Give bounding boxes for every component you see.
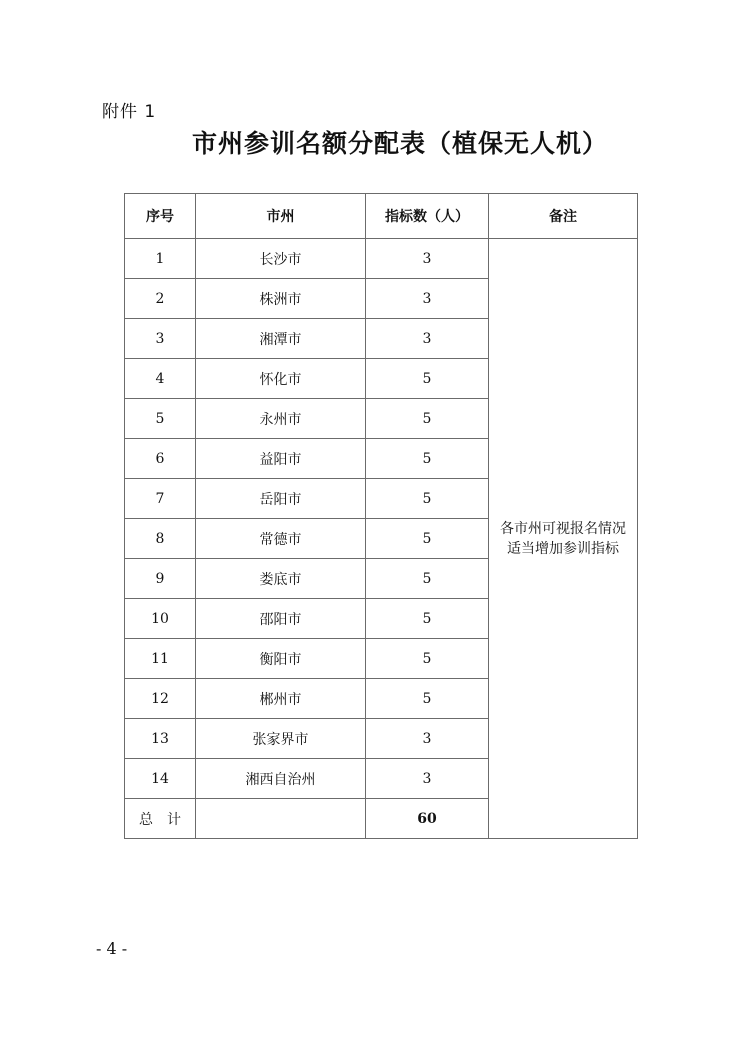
row-city: 娄底市 bbox=[196, 559, 366, 599]
row-index: 13 bbox=[125, 719, 196, 759]
row-city: 衡阳市 bbox=[196, 639, 366, 679]
total-label: 总 计 bbox=[125, 799, 196, 839]
quota-allocation-table bbox=[124, 193, 638, 839]
row-index: 10 bbox=[125, 599, 196, 639]
row-quota: 3 bbox=[366, 239, 489, 279]
column-header-quota: 指标数（人） bbox=[366, 194, 489, 239]
page-title: 市州参训名额分配表（植保无人机） bbox=[191, 129, 608, 158]
row-quota: 5 bbox=[366, 599, 489, 639]
row-quota: 5 bbox=[366, 359, 489, 399]
row-index: 8 bbox=[125, 519, 196, 559]
row-index: 6 bbox=[125, 439, 196, 479]
row-index: 1 bbox=[125, 239, 196, 279]
row-index: 4 bbox=[125, 359, 196, 399]
row-quota: 3 bbox=[366, 279, 489, 319]
row-city: 邵阳市 bbox=[196, 599, 366, 639]
remark-cell bbox=[489, 239, 638, 839]
row-quota: 5 bbox=[366, 519, 489, 559]
row-quota: 5 bbox=[366, 399, 489, 439]
row-quota: 5 bbox=[366, 679, 489, 719]
table-row bbox=[125, 239, 638, 279]
row-city: 永州市 bbox=[196, 399, 366, 439]
row-quota: 3 bbox=[366, 719, 489, 759]
row-quota: 5 bbox=[366, 559, 489, 599]
total-city-empty bbox=[196, 799, 366, 839]
row-city: 常德市 bbox=[196, 519, 366, 559]
row-city: 湘西自治州 bbox=[196, 759, 366, 799]
remark-line-2: 适当增加参训指标 bbox=[507, 540, 619, 557]
row-quota: 5 bbox=[366, 479, 489, 519]
attachment-label: 附件 1 bbox=[102, 102, 157, 122]
remark-line-1: 各市州可视报名情况 bbox=[500, 520, 626, 537]
row-index: 7 bbox=[125, 479, 196, 519]
page-number: - 4 - bbox=[96, 939, 128, 958]
row-index: 2 bbox=[125, 279, 196, 319]
row-city: 长沙市 bbox=[196, 239, 366, 279]
row-city: 郴州市 bbox=[196, 679, 366, 719]
row-city: 怀化市 bbox=[196, 359, 366, 399]
row-city: 湘潭市 bbox=[196, 319, 366, 359]
row-index: 12 bbox=[125, 679, 196, 719]
row-index: 14 bbox=[125, 759, 196, 799]
table-header-row bbox=[125, 194, 638, 239]
row-city: 岳阳市 bbox=[196, 479, 366, 519]
row-quota: 5 bbox=[366, 439, 489, 479]
row-quota: 3 bbox=[366, 759, 489, 799]
row-city: 张家界市 bbox=[196, 719, 366, 759]
row-index: 5 bbox=[125, 399, 196, 439]
column-header-city: 市州 bbox=[196, 194, 366, 239]
row-index: 3 bbox=[125, 319, 196, 359]
total-value: 60 bbox=[366, 799, 489, 839]
column-header-index: 序号 bbox=[125, 194, 196, 239]
row-quota: 5 bbox=[366, 639, 489, 679]
row-city: 株洲市 bbox=[196, 279, 366, 319]
row-index: 9 bbox=[125, 559, 196, 599]
column-header-remark: 备注 bbox=[489, 194, 638, 239]
row-city: 益阳市 bbox=[196, 439, 366, 479]
row-index: 11 bbox=[125, 639, 196, 679]
row-quota: 3 bbox=[366, 319, 489, 359]
